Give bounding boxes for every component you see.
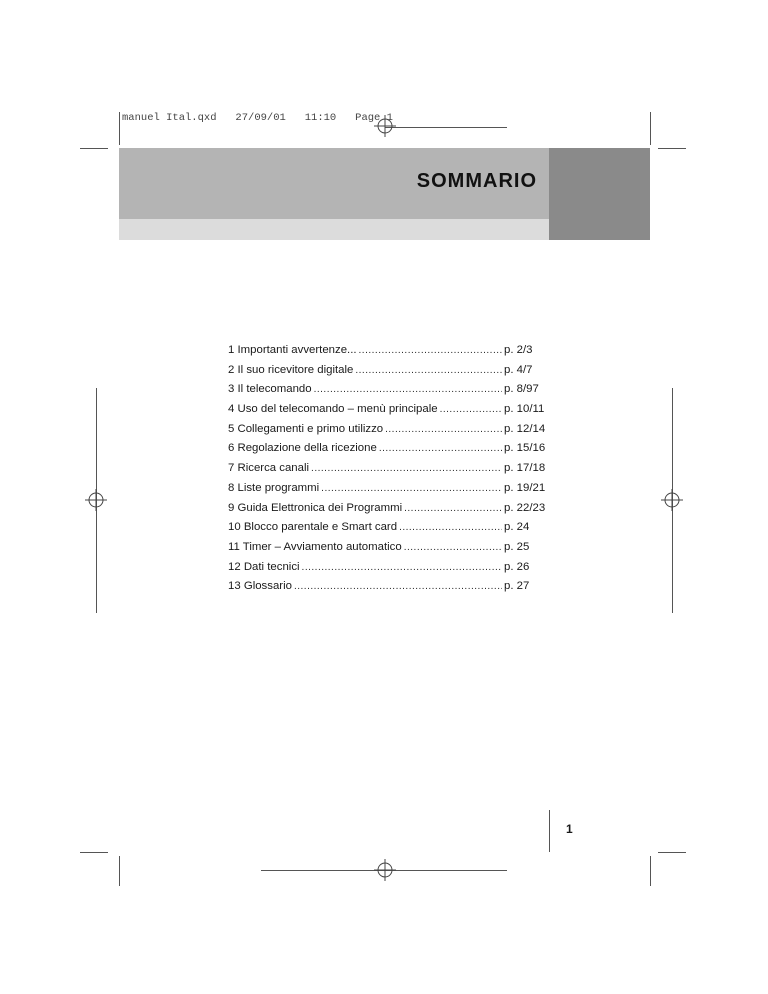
registration-mark-icon	[374, 115, 396, 137]
toc-entry: 7 Ricerca canali ..... p. 17/18	[228, 462, 550, 482]
toc-entry: 1 Importanti avvertenze... ..... p. 2/3	[228, 344, 550, 364]
crop-mark-top-right-h	[658, 148, 686, 149]
header-dark-block	[549, 148, 650, 240]
toc-entry: 6 Regolazione della ricezione ..... p. 15/16	[228, 442, 550, 462]
toc-entry: 12 Dati tecnici ..... p. 26	[228, 561, 550, 581]
print-slug: manuel Ital.qxd 27/09/01 11:10 Page 1	[122, 112, 393, 124]
crop-mark-top-left-h	[80, 148, 108, 149]
page-number: 1	[566, 822, 573, 836]
header-strip	[119, 219, 549, 240]
crop-mark-top-left-v	[119, 112, 120, 145]
registration-mark-icon	[374, 859, 396, 881]
crop-mark-bottom-right-v	[650, 856, 651, 886]
toc-entry: 8 Liste programmi ..... p. 19/21	[228, 482, 550, 502]
toc-entry: 10 Blocco parentale e Smart card ..... p. 24	[228, 521, 550, 541]
slug-rule	[385, 127, 507, 128]
page-number-rule	[549, 810, 550, 852]
toc-entry: 5 Collegamenti e primo utilizzo ..... p. 12/14	[228, 423, 550, 443]
registration-mark-icon	[661, 489, 683, 511]
toc-entry: 9 Guida Elettronica dei Programmi ..... p. 22/23	[228, 502, 550, 522]
toc-entry: 13 Glossario ..... p. 27	[228, 580, 550, 600]
toc-entry: 2 Il suo ricevitore digitale ..... p. 4/7	[228, 364, 550, 384]
toc-entry: 3 Il telecomando ..... p. 8/97	[228, 383, 550, 403]
crop-mark-bottom-left-v	[119, 856, 120, 886]
toc-entry: 11 Timer – Avviamento automatico ..... p. 25	[228, 541, 550, 561]
table-of-contents	[228, 344, 550, 600]
crop-mark-bottom-right-h	[658, 852, 686, 853]
crop-mark-bottom-left-h	[80, 852, 108, 853]
crop-mark-top-right-v	[650, 112, 651, 145]
page-title: SOMMARIO	[416, 170, 537, 192]
registration-mark-icon	[85, 489, 107, 511]
toc-entry: 4 Uso del telecomando – menù principale ..... p. 10/11	[228, 403, 550, 423]
